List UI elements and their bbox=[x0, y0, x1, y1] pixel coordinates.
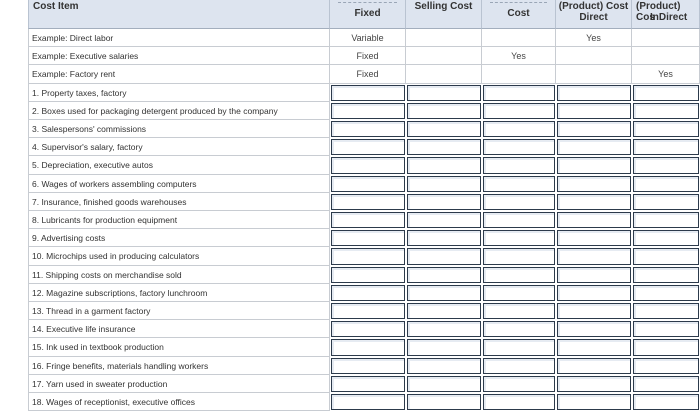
header-fixed-label: Fixed bbox=[354, 8, 381, 19]
header-indirect-line2: InDirect bbox=[650, 12, 688, 23]
example-cell-indirect bbox=[632, 47, 700, 65]
cost-item-label: 5. Depreciation, executive autos bbox=[28, 156, 330, 174]
dropdown-fixed[interactable] bbox=[331, 121, 405, 137]
dropdown-selling[interactable] bbox=[407, 230, 481, 246]
dropdown-direct[interactable] bbox=[557, 121, 631, 137]
example-cell-fixed: Fixed bbox=[330, 47, 406, 65]
example-cell-indirect bbox=[632, 29, 700, 47]
dropdown-fixed[interactable] bbox=[331, 157, 405, 173]
example-cell-selling bbox=[406, 47, 482, 65]
cost-item-label: 11. Shipping costs on merchandise sold bbox=[28, 266, 330, 284]
header-indirect bbox=[632, 0, 700, 29]
dropdown-fixed[interactable] bbox=[331, 85, 405, 101]
dropdown-fixed[interactable] bbox=[331, 303, 405, 319]
dropdown-fixed[interactable] bbox=[331, 376, 405, 392]
dropdown-indirect[interactable] bbox=[633, 285, 699, 301]
dropdown-selling[interactable] bbox=[407, 321, 481, 337]
cost-item-label: 17. Yarn used in sweater production bbox=[28, 375, 330, 393]
dropdown-indirect[interactable] bbox=[633, 103, 699, 119]
dropdown-fixed[interactable] bbox=[331, 267, 405, 283]
dropdown-selling[interactable] bbox=[407, 176, 481, 192]
dropdown-indirect[interactable] bbox=[633, 194, 699, 210]
dropdown-selling[interactable] bbox=[407, 267, 481, 283]
cost-item-label: 14. Executive life insurance bbox=[28, 320, 330, 338]
dropdown-fixed[interactable] bbox=[331, 194, 405, 210]
dropdown-direct[interactable] bbox=[557, 194, 631, 210]
dropdown-direct[interactable] bbox=[557, 376, 631, 392]
dropdown-fixed[interactable] bbox=[331, 339, 405, 355]
cost-item-label: 8. Lubricants for production equipment bbox=[28, 211, 330, 229]
dropdown-indirect[interactable] bbox=[633, 376, 699, 392]
dropdown-direct[interactable] bbox=[557, 303, 631, 319]
dropdown-indirect[interactable] bbox=[633, 321, 699, 337]
cost-item-label: 15. Ink used in textbook production bbox=[28, 338, 330, 356]
dropdown-direct[interactable] bbox=[557, 230, 631, 246]
dropdown-cost[interactable] bbox=[483, 103, 555, 119]
dropdown-direct[interactable] bbox=[557, 139, 631, 155]
dropdown-selling[interactable] bbox=[407, 285, 481, 301]
example-cell-selling bbox=[406, 65, 482, 83]
example-cell-cost: Yes bbox=[482, 47, 556, 65]
dropdown-direct[interactable] bbox=[557, 267, 631, 283]
dropdown-selling[interactable] bbox=[407, 121, 481, 137]
dropdown-cost[interactable] bbox=[483, 376, 555, 392]
dropdown-selling[interactable] bbox=[407, 103, 481, 119]
dropdown-direct[interactable] bbox=[557, 394, 631, 410]
dropdown-indirect[interactable] bbox=[633, 121, 699, 137]
header-selling bbox=[406, 0, 482, 29]
header-cost-item-label: Cost Item bbox=[33, 1, 79, 12]
dropdown-selling[interactable] bbox=[407, 339, 481, 355]
dropdown-cost[interactable] bbox=[483, 321, 555, 337]
dropdown-cost[interactable] bbox=[483, 248, 555, 264]
example-cell-cost bbox=[482, 29, 556, 47]
left-gutter bbox=[0, 0, 28, 407]
example-row-label: Example: Executive salaries bbox=[28, 47, 330, 65]
dropdown-cost[interactable] bbox=[483, 267, 555, 283]
dropdown-fixed[interactable] bbox=[331, 321, 405, 337]
header-direct bbox=[556, 0, 632, 29]
dropdown-direct[interactable] bbox=[557, 321, 631, 337]
dropdown-selling[interactable] bbox=[407, 394, 481, 410]
example-row-label: Example: Factory rent bbox=[28, 65, 330, 83]
cost-item-label: 9. Advertising costs bbox=[28, 229, 330, 247]
dropdown-indirect[interactable] bbox=[633, 267, 699, 283]
dropdown-fixed[interactable] bbox=[331, 394, 405, 410]
dropdown-cost[interactable] bbox=[483, 358, 555, 374]
dropdown-indirect[interactable] bbox=[633, 339, 699, 355]
dropdown-indirect[interactable] bbox=[633, 303, 699, 319]
dropdown-direct[interactable] bbox=[557, 248, 631, 264]
cost-item-label: 12. Magazine subscriptions, factory lunchroom bbox=[28, 284, 330, 302]
header-cost-item bbox=[28, 0, 330, 29]
cost-item-label: 10. Microchips used in producing calculators bbox=[28, 247, 330, 265]
example-cell-direct bbox=[556, 65, 632, 83]
dropdown-cost[interactable] bbox=[483, 394, 555, 410]
dropdown-fixed[interactable] bbox=[331, 230, 405, 246]
dropdown-direct[interactable] bbox=[557, 339, 631, 355]
dropdown-cost[interactable] bbox=[483, 285, 555, 301]
dropdown-fixed[interactable] bbox=[331, 103, 405, 119]
cost-item-label: 1. Property taxes, factory bbox=[28, 84, 330, 102]
dropdown-selling[interactable] bbox=[407, 248, 481, 264]
cost-item-label: 3. Salespersons' commissions bbox=[28, 120, 330, 138]
example-cell-selling bbox=[406, 29, 482, 47]
dropdown-selling[interactable] bbox=[407, 376, 481, 392]
dropdown-cost[interactable] bbox=[483, 176, 555, 192]
dropdown-cost[interactable] bbox=[483, 230, 555, 246]
example-cell-direct: Yes bbox=[556, 29, 632, 47]
dropdown-indirect[interactable] bbox=[633, 394, 699, 410]
cost-item-label: 7. Insurance, finished goods warehouses bbox=[28, 193, 330, 211]
cost-item-label: 4. Supervisor's salary, factory bbox=[28, 138, 330, 156]
dropdown-indirect[interactable] bbox=[633, 230, 699, 246]
dropdown-indirect[interactable] bbox=[633, 157, 699, 173]
dropdown-fixed[interactable] bbox=[331, 285, 405, 301]
dropdown-fixed[interactable] bbox=[331, 139, 405, 155]
header-selling-label: Selling Cost bbox=[414, 1, 473, 12]
example-cell-direct bbox=[556, 47, 632, 65]
dropdown-cost[interactable] bbox=[483, 85, 555, 101]
header-cost-label: Cost bbox=[507, 8, 530, 19]
header-cost bbox=[482, 0, 556, 29]
dropdown-selling[interactable] bbox=[407, 212, 481, 228]
dropdown-indirect[interactable] bbox=[633, 212, 699, 228]
dropdown-fixed[interactable] bbox=[331, 248, 405, 264]
dropdown-selling[interactable] bbox=[407, 358, 481, 374]
dropdown-fixed[interactable] bbox=[331, 176, 405, 192]
dropdown-cost[interactable] bbox=[483, 157, 555, 173]
cost-item-label: 18. Wages of receptionist, executive offices bbox=[28, 393, 330, 411]
cost-item-label: 2. Boxes used for packaging detergent produced by the company bbox=[28, 102, 330, 120]
dropdown-indirect[interactable] bbox=[633, 248, 699, 264]
example-cell-indirect: Yes bbox=[632, 65, 700, 83]
dropdown-selling[interactable] bbox=[407, 303, 481, 319]
dropdown-cost[interactable] bbox=[483, 139, 555, 155]
dropdown-indirect[interactable] bbox=[633, 358, 699, 374]
dropdown-indirect[interactable] bbox=[633, 176, 699, 192]
dropdown-selling[interactable] bbox=[407, 139, 481, 155]
cost-item-label: 16. Fringe benefits, materials handling workers bbox=[28, 357, 330, 375]
dropdown-direct[interactable] bbox=[557, 358, 631, 374]
example-cell-cost bbox=[482, 65, 556, 83]
dropdown-cost[interactable] bbox=[483, 303, 555, 319]
header-direct-line2: Direct bbox=[579, 12, 608, 23]
cost-item-label: 6. Wages of workers assembling computers bbox=[28, 175, 330, 193]
dropdown-selling[interactable] bbox=[407, 85, 481, 101]
dropdown-direct[interactable] bbox=[557, 176, 631, 192]
dropdown-indirect[interactable] bbox=[633, 139, 699, 155]
dropdown-fixed[interactable] bbox=[331, 212, 405, 228]
dropdown-indirect[interactable] bbox=[633, 85, 699, 101]
cost-item-label: 13. Thread in a garment factory bbox=[28, 302, 330, 320]
dropdown-direct[interactable] bbox=[557, 285, 631, 301]
dropdown-cost[interactable] bbox=[483, 339, 555, 355]
example-cell-fixed: Fixed bbox=[330, 65, 406, 83]
dropdown-selling[interactable] bbox=[407, 194, 481, 210]
dropdown-direct[interactable] bbox=[557, 157, 631, 173]
dropdown-direct[interactable] bbox=[557, 85, 631, 101]
header-fixed bbox=[330, 0, 406, 29]
dropdown-direct[interactable] bbox=[557, 212, 631, 228]
header-indirect-line1: (Product) Cos bbox=[636, 1, 681, 23]
dropdown-cost[interactable] bbox=[483, 121, 555, 137]
example-row-label: Example: Direct labor bbox=[28, 29, 330, 47]
dropdown-selling[interactable] bbox=[407, 157, 481, 173]
header-direct-line1: (Product) Cost bbox=[558, 1, 629, 12]
dropdown-fixed[interactable] bbox=[331, 358, 405, 374]
dropdown-cost[interactable] bbox=[483, 212, 555, 228]
dropdown-cost[interactable] bbox=[483, 194, 555, 210]
example-cell-fixed: Variable bbox=[330, 29, 406, 47]
dropdown-direct[interactable] bbox=[557, 103, 631, 119]
